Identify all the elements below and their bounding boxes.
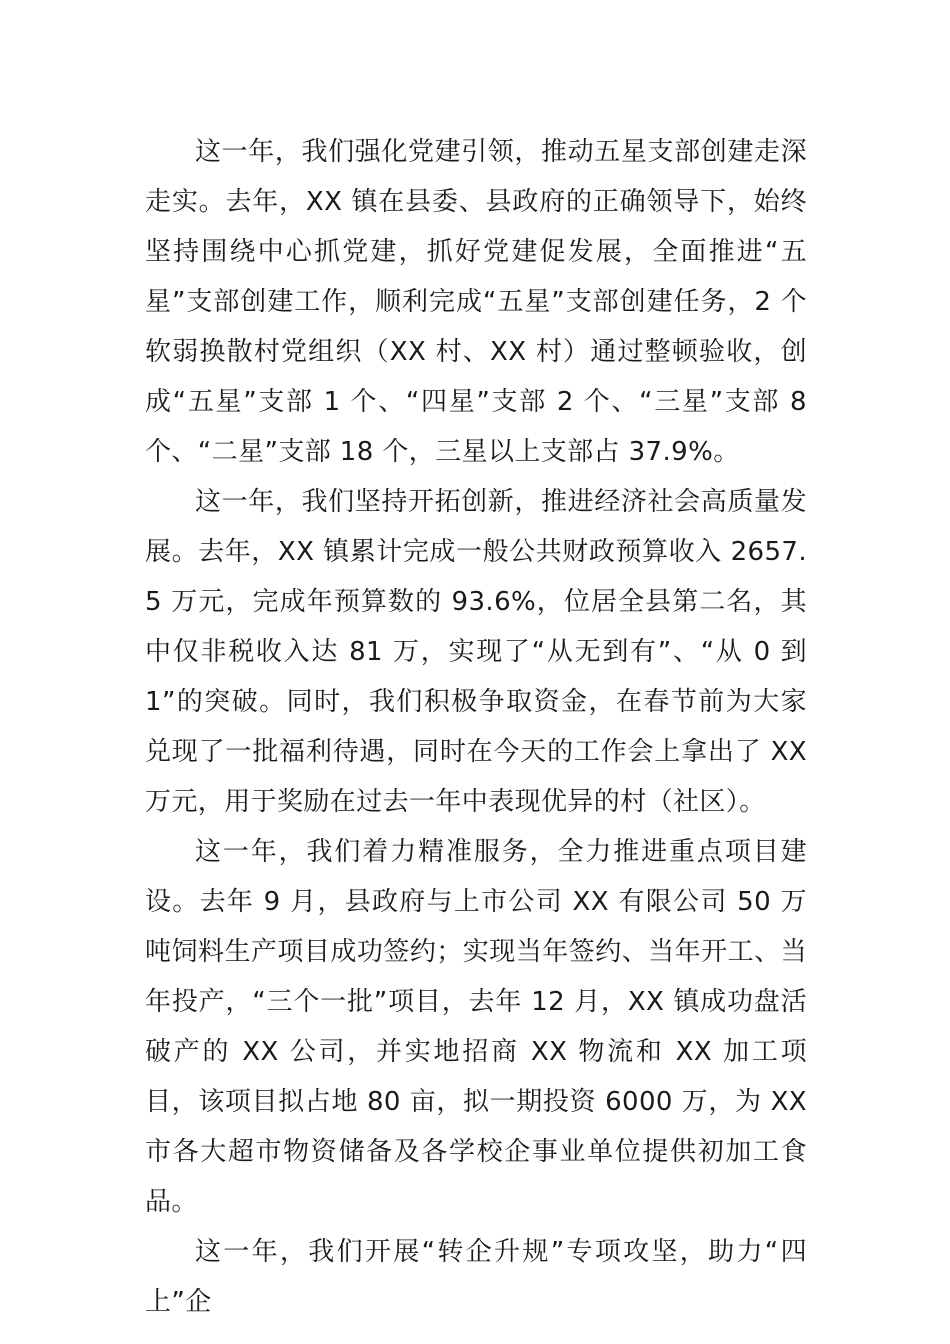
- paragraph-enterprise-upgrade: 这一年，我们开展“转企升规”专项攻坚，助力“四上”企: [145, 1237, 807, 1317]
- paragraph-economic-development: 这一年，我们坚持开拓创新，推进经济社会高质量发展。去年，XX 镇累计完成一般公共财政预算收入 2657.5 万元，完成年预算数的 93.6%，位居全县第二名，其中仅非税收入达 81 万，实现了“从无到有”、“从 0 到 1”的突破。同时，我们积极争取资金，在春节前为大家兑现了一批福利待遇，同时在今天的工作会上拿出了 XX 万元，用于奖励在过去一年中表现优异的村（社区）。: [145, 487, 807, 817]
- paragraph-key-projects: 这一年，我们着力精准服务，全力推进重点项目建设。去年 9 月，县政府与上市公司 XX 有限公司 50 万吨饲料生产项目成功签约；实现当年签约、当年开工、当年投产，“三个一批”项目，去年 12 月，XX 镇成功盘活破产的 XX 公司，并实地招商 XX 物流和 XX 加工项目，该项目拟占地 80 亩，拟一期投资 6000 万，为 XX 市各大超市物资储备及各学校企事业单位提供初加工食品。: [145, 837, 807, 1217]
- document-body: [145, 127, 807, 1327]
- paragraph-party-building: 这一年，我们强化党建引领，推动五星支部创建走深走实。去年，XX 镇在县委、县政府的正确领导下，始终坚持围绕中心抓党建，抓好党建促发展，全面推进“五星”支部创建工作，顺利完成“五星”支部创建任务，2 个软弱换散村党组织（XX 村、XX 村）通过整顿验收，创成“五星”支部 1 个、“四星”支部 2 个、“三星”支部 8 个、“二星”支部 18 个，三星以上支部占 37.9%。: [145, 137, 807, 467]
